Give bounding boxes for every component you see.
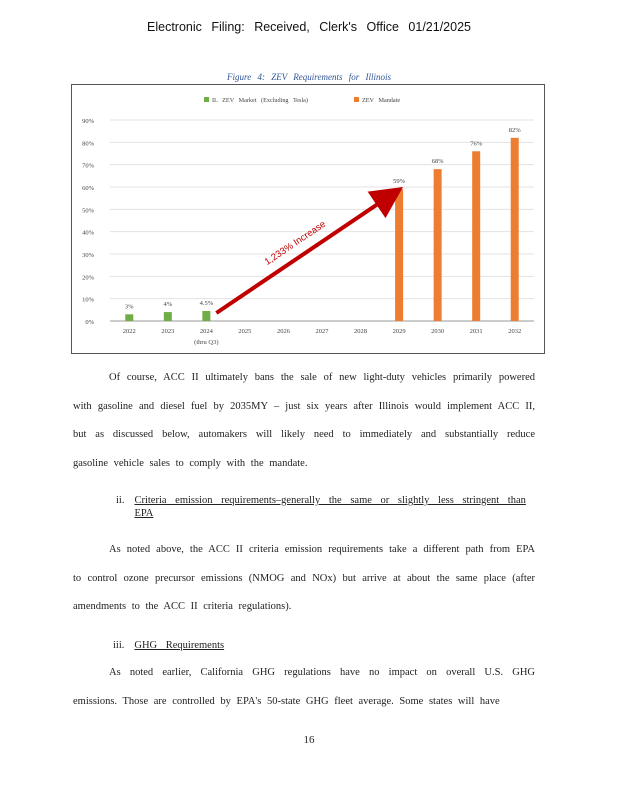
bar bbox=[395, 189, 403, 321]
data-label: 3% bbox=[124, 303, 134, 311]
y-tick-label: 0% bbox=[85, 319, 94, 326]
y-tick-label: 40% bbox=[82, 229, 94, 237]
x-tick-label: 2031 bbox=[469, 328, 483, 335]
x-tick-label: 2026 bbox=[276, 328, 290, 335]
paragraph-text: Of course, ACC II ultimately bans the sale of new light-duty vehicles primarily powered with gasoline and diesel fuel by 2035MY – just six years after Illinois would implement ACC II, but as discussed below, automakers will likely need to immediately and substantially reduce gasoline vehicle sales to comply with the mandate. bbox=[73, 372, 535, 469]
x-tick-label: 2025 bbox=[238, 328, 252, 335]
chart-canvas bbox=[72, 85, 544, 353]
figure-caption: Figure 4: ZEV Requirements for Illinois bbox=[227, 72, 391, 82]
x-tick-label: 2029 bbox=[392, 328, 406, 335]
increase-arrow bbox=[216, 194, 393, 313]
heading-number: iii. bbox=[113, 640, 125, 651]
data-label: 4.5% bbox=[199, 299, 214, 307]
x-tick-label: 2032 bbox=[508, 328, 522, 335]
y-tick-label: 80% bbox=[82, 140, 94, 148]
bar bbox=[202, 311, 210, 321]
x-tick-label: 2024 bbox=[199, 328, 213, 335]
paragraph-text: As noted above, the ACC II criteria emission requirements take a different path from EPA to control ozone precursor emissions (NMOG and NOx) but arrive at about the same place (after amendments to the ACC II criteria regulations). bbox=[73, 544, 535, 612]
y-tick-label: 10% bbox=[82, 296, 94, 304]
x-tick-label: 2030 bbox=[431, 328, 445, 335]
y-tick-label: 70% bbox=[82, 162, 94, 170]
filing-header: Electronic Filing: Received, Clerk's Office 01/21/2025 bbox=[147, 20, 471, 34]
heading-number: ii. bbox=[116, 495, 125, 506]
y-tick-label: 20% bbox=[82, 274, 94, 282]
zev-chart bbox=[71, 84, 545, 354]
bar bbox=[164, 312, 172, 321]
y-tick-label: 50% bbox=[82, 207, 94, 215]
paragraph-text: As noted earlier, California GHG regulations have no impact on overall U.S. GHG emissions. Those are controlled by EPA's 50-state GHG fleet average. Some states will have bbox=[73, 667, 535, 707]
y-tick-label: 30% bbox=[82, 252, 94, 259]
bar bbox=[125, 314, 133, 321]
bar bbox=[472, 151, 480, 321]
paragraph-criteria bbox=[73, 536, 535, 622]
legend-swatch bbox=[354, 97, 359, 102]
increase-annotation: 1,233% Increase bbox=[262, 218, 328, 268]
paragraph-acc-ii-ban bbox=[73, 364, 535, 478]
data-label: 68% bbox=[431, 158, 444, 166]
data-label: 82% bbox=[508, 126, 521, 134]
data-label: 59% bbox=[393, 178, 406, 186]
legend-label: IL ZEV Market (Excluding Tesla) bbox=[212, 97, 308, 104]
x-tick-label: 2023 bbox=[161, 328, 175, 335]
x-tick-label: 2028 bbox=[354, 328, 368, 335]
y-tick-label: 90% bbox=[82, 118, 94, 125]
legend-swatch bbox=[204, 97, 209, 102]
section-heading-ghg bbox=[113, 639, 238, 652]
section-heading-criteria bbox=[116, 494, 526, 520]
bar bbox=[434, 169, 442, 321]
x-tick-label: 2022 bbox=[122, 328, 136, 335]
y-tick-label: 60% bbox=[82, 185, 94, 192]
legend-label: ZEV Mandate bbox=[362, 97, 401, 104]
heading-text: GHG Requirements bbox=[134, 640, 225, 651]
data-label: 4% bbox=[163, 301, 173, 309]
bar bbox=[511, 138, 519, 321]
page-number: 16 bbox=[303, 734, 315, 746]
x-tick-sublabel: (thru Q3) bbox=[194, 339, 219, 346]
x-tick-label: 2027 bbox=[315, 328, 329, 335]
heading-text: Criteria emission requirements–generally the same or slightly less stringent than EPA bbox=[134, 495, 526, 519]
paragraph-ghg bbox=[73, 659, 535, 716]
data-label: 76% bbox=[470, 140, 483, 148]
